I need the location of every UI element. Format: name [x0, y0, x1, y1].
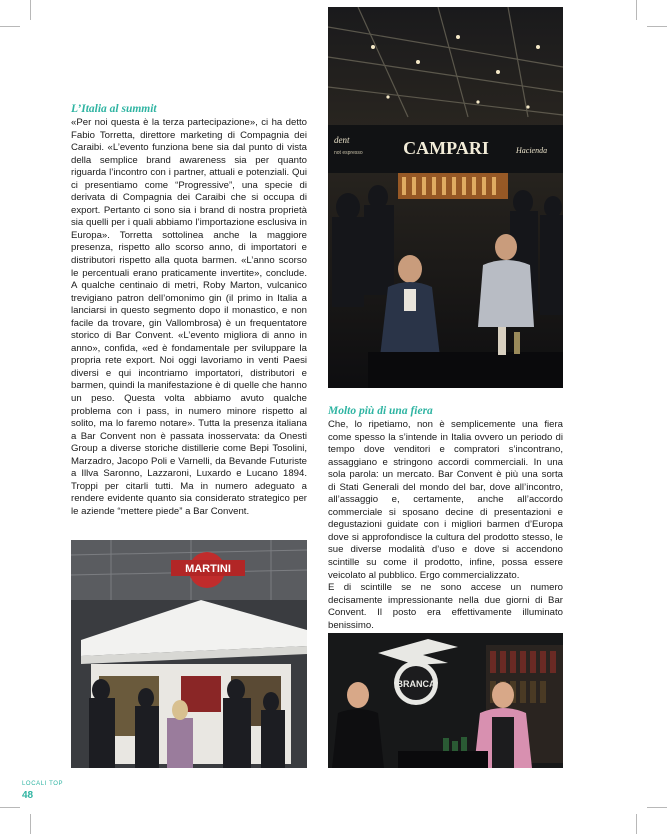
crop-mark	[647, 26, 667, 27]
svg-text:MARTINI: MARTINI	[185, 563, 231, 575]
section-body-fiera: Che, lo ripetiamo, non è semplicemente una fiera come spesso la s’intende in Italia ovvero un periodo di tempo dove venditori e compratori s’incontrano, assaggiano e stringono accordi commerciali. In una sola parola: un mercato. Bar Convent è più una sorta di Stati Generali del mondo del bar, dove all’incontro, all’assaggio e, certamente, anche all’accordo commerciale si sposano decine di presentazioni e degustazioni guidate con i migliori barmen d’Europa dove si approfondisce la cultura del prodotto stesso, le sue diverse modalità d’uso e dove si accendono scintille su come il prodotto, infine, possa essere veicolato al pubblico. Ergo commercializzato.	[328, 419, 563, 581]
section-body-fiera-2: E di scintille se ne sono accese un numero decisamente impressionante nella due giorni di Bar Convent. Il posto era effettivamente illuminato benissimo.	[328, 582, 563, 631]
section-body-italia: «Per noi questa è la terza partecipazione», ci ha detto Fabio Torretta, direttore marketing di Compagnia dei Caraibi. «L’evento funziona bene sia dal punto di vista della semplice brand awareness sia per quanto riguarda l’incontro con i partner, attuali e potenziali. Qui ci presentiamo come “Progressive”, una specie di derivata di Compagnia dei Caraibi che si occupa di export. Pertanto ci sono sia i brand di nostra proprietà sia quelli per i quali abbiamo l’importazione esclusiva in Europa». Torretta sottolinea anche la maggiore presenza, rispetto allo scorso anno, di importatori e distributori rispetto alla quota barmen. «L’anno scorso le percentuali erano praticamente invertite», conclude. A qualche centinaio di metri, Roby Marton, vulcanico trevigiano patron dell’omonimo gin (il primo in Italia a lanciarsi in questo segmento dopo il monastico, e non facile da trovare, gin Vallombrosa) è un frequentatore storico di Bar Convent. «L’evento migliora di anno in anno», confida, «ed è fondamentale per sviluppare la propria rete export. Noi oggi lavoriamo in venti Paesi diversi e qui incontriamo importatori, distributori e barmen, quindi la manifestazione è di quelle che hanno un peso. Questa volta abbiamo avuto qualche problema con i pass, in numero minore rispetto al solito, ma lo faremo notare». Tutta la presenza italiana a Bar Convent non è passata inosservata: da Onesti Group a diverse storiche distillerie come Bepi Tosolini, Marzadro, Jacopo Poli e Varnelli, da Bevande Futuriste a Illva Saronno, Lazzaroni, Luxardo e Lucano 1894. Troppi per citarli tutti. Ma in numero adeguato a rendere evidente quanto sia considerato strategico per le aziende “mettere piede” a Bar Convent.	[71, 117, 307, 517]
crop-mark	[647, 807, 667, 808]
crop-mark	[30, 814, 31, 834]
photo-branca-booth	[328, 633, 563, 768]
crop-mark	[0, 807, 20, 808]
crop-mark	[0, 26, 20, 27]
svg-text:CAMPARI: CAMPARI	[403, 138, 489, 158]
campari-sign	[403, 138, 489, 158]
crop-mark	[636, 814, 637, 834]
page-folio	[22, 781, 63, 801]
section-heading-italia: L’Italia al summit	[71, 103, 157, 115]
photo-campari-booth	[328, 7, 563, 388]
left-column	[71, 102, 307, 519]
right-column	[328, 404, 563, 632]
crop-mark	[636, 0, 637, 20]
crop-mark	[30, 0, 31, 20]
section-heading-fiera: Molto più di una fiera	[328, 405, 433, 417]
page-number: 48	[22, 790, 34, 801]
photo-martini-booth	[71, 540, 307, 768]
svg-text:dent: dent	[334, 135, 350, 145]
svg-text:BRANCA: BRANCA	[396, 679, 436, 689]
svg-text:not espresso: not espresso	[334, 150, 363, 156]
magazine-name: LOCALI TOP	[22, 781, 64, 787]
svg-text:Hacienda: Hacienda	[516, 146, 548, 155]
